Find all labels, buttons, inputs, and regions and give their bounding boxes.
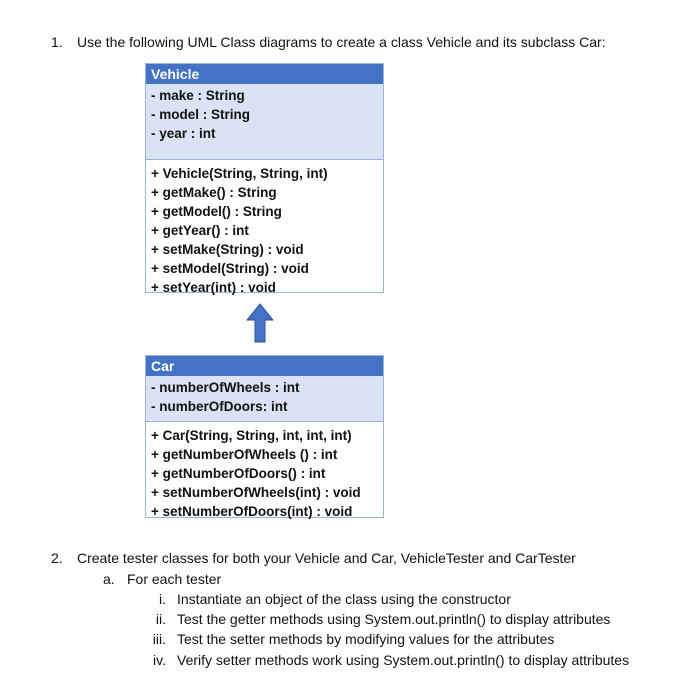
vehicle-method: + getModel() : String (151, 204, 282, 219)
vehicle-method: + getYear() : int (151, 223, 249, 238)
list-item-number: i. (159, 591, 166, 607)
vehicle-method: + setMake(String) : void (151, 242, 304, 257)
question-2-number: 2. (51, 550, 63, 566)
car-method: + setNumberOfDoors(int) : void (151, 504, 353, 519)
car-method: + getNumberOfWheels () : int (151, 447, 338, 462)
list-item-text: Instantiate an object of the class using the constructor (177, 591, 511, 607)
car-method: + Car(String, String, int, int, int) (151, 428, 352, 443)
car-class-box (145, 355, 384, 518)
inheritance-arrow-icon (245, 302, 275, 344)
car-class-name: Car (146, 356, 383, 376)
list-item-text: Test the getter methods using System.out.println() to display attributes (177, 611, 611, 627)
car-methods (146, 422, 383, 521)
list-item-number: ii. (155, 611, 166, 627)
question-1-number: 1. (51, 34, 63, 50)
list-item-text: Test the setter methods by modifying values for the attributes (177, 631, 555, 647)
list-item-number: iii. (152, 631, 166, 647)
vehicle-method: + setYear(int) : void (151, 280, 276, 295)
vehicle-method: + getMake() : String (151, 185, 277, 200)
question-2 (51, 549, 576, 567)
vehicle-attribute: - year : int (151, 126, 216, 141)
list-item-number: iv. (153, 652, 166, 668)
vehicle-method: + Vehicle(String, String, int) (151, 166, 328, 181)
vehicle-attribute: - model : String (151, 107, 250, 122)
question-1-text: Use the following UML Class diagrams to create a class Vehicle and its subclass Car: (77, 34, 606, 50)
vehicle-class-box (145, 63, 384, 293)
car-attribute: - numberOfWheels : int (151, 380, 300, 395)
question-2-text: Create tester classes for both your Vehicle and Car, VehicleTester and CarTester (77, 550, 576, 566)
vehicle-class-name: Vehicle (146, 64, 383, 84)
vehicle-attributes (146, 84, 383, 160)
list-item-text: Verify setter methods work using System.out.println() to display attributes (177, 652, 630, 668)
car-method: + getNumberOfDoors() : int (151, 466, 326, 481)
question-2a-number: a. (103, 571, 115, 587)
question-2a (103, 570, 222, 588)
question-2a-text: For each tester (127, 571, 222, 587)
car-method: + setNumberOfWheels(int) : void (151, 485, 361, 500)
car-attributes (146, 376, 383, 422)
vehicle-attribute: - make : String (151, 88, 245, 103)
vehicle-method: + setModel(String) : void (151, 261, 309, 276)
question-1 (51, 33, 606, 51)
car-attribute: - numberOfDoors: int (151, 399, 288, 414)
vehicle-methods (146, 160, 383, 297)
